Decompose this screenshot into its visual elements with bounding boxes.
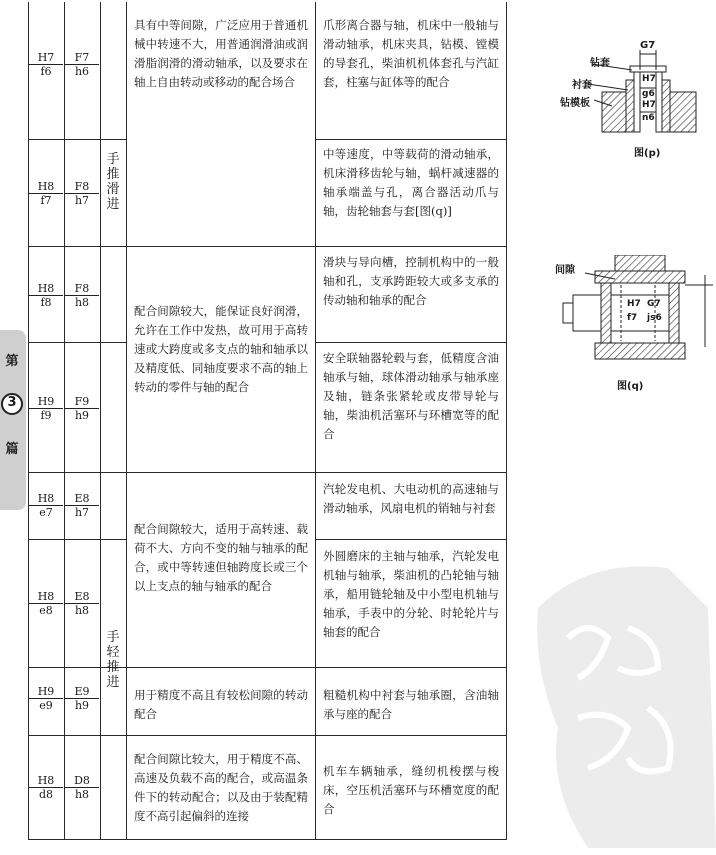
usage-1: 中等速度，中等载荷的滑动轴承，机床滑移齿轮与轴，蜗杆减速器的轴承端盖与孔，离合器活动爪与轴，齿轮轴套与套[图(q)] <box>323 147 499 218</box>
gear-sleeve-drawing <box>555 255 715 395</box>
chapter-tab-label-1: 第 <box>5 354 19 369</box>
hole-fit-2: $\frac{H8}{f8}$ <box>29 282 63 309</box>
shaft-fit-3: $\frac{F9}{h9}$ <box>65 395 99 422</box>
chapter-tab-label-3: 篇 <box>5 442 19 457</box>
assembly-mode-0: 手 推 滑 进 <box>106 152 120 212</box>
usage-3: 安全联轴器轮毂与套，低精度含油轴承与轴，球体滑动轴承与轴承座及轴，链条张紧轮或皮带导轮与轴，柴油机活塞环与环槽宽等的配合 <box>323 351 499 441</box>
characteristic-0: 具有中等间隙，广泛应用于普通机械中转速不大，用普通润滑油或润滑脂润滑的滑动轴承，以及要求在轴上自由转动或移动的配合场合 <box>134 18 308 89</box>
fit-q-den: f7 <box>627 313 638 323</box>
figure-p-drill-bushing <box>560 40 710 160</box>
label-drill-plate: 钻模板 <box>560 98 590 109</box>
usage-5: 外圆磨床的主轴与轴承，汽轮发电机轴与轴承，柴油机的凸轮轴与轴承，船用链轮轴及中小型电机轴与轴承，手表中的分轮、时轮轮片与轴套的配合 <box>323 549 499 639</box>
label-drill-sleeve: 钻套 <box>590 58 610 69</box>
usage-0: 爪形离合器与轴，机床中一般轴与滑动轴承，机床夹具，钻模、镗模的导套孔，柴油机机体套孔与汽缸套，柱塞与缸体等的配合 <box>323 18 499 89</box>
shaft-fit-0: $\frac{F7}{h6}$ <box>65 51 99 78</box>
hole-fit-7: $\frac{H8}{d8}$ <box>29 774 63 801</box>
characteristic-4: 配合间隙比较大，用于精度不高、高速及负载不高的配合，或高温条件下的转动配合；以及由于装配精度不高引起偏斜的连接 <box>134 752 308 823</box>
hole-fit-5: $\frac{H8}{e8}$ <box>29 590 63 617</box>
figure-q-caption: 图(q) <box>617 381 644 392</box>
fit-2-den: n6 <box>642 113 655 123</box>
shaft-fit-1: $\frac{F8}{h7}$ <box>65 180 99 207</box>
characteristic-2: 配合间隙较大，适用于高转速、载荷不大、方向不变的轴与轴承的配合，或中等转速但轴跨度长或三个以上支点的轴与轴承的配合 <box>134 522 308 593</box>
fit-1-den: g6 <box>642 89 655 99</box>
label-gap: 间隙 <box>555 265 575 276</box>
usage-4: 汽轮发电机、大电动机的高速轴与滑动轴承，风扇电机的销轴与衬套 <box>323 482 499 515</box>
label-liner: 衬套 <box>572 80 592 91</box>
characteristic-3: 用于精度不高且有较松间隙的转动配合 <box>134 688 308 721</box>
hole-fit-4: $\frac{H8}{e7}$ <box>29 492 63 519</box>
figure-q-gear-sleeve <box>555 255 715 395</box>
shaft-fit-5: $\frac{E8}{h8}$ <box>65 590 99 617</box>
figure-p-caption: 图(p) <box>634 148 661 159</box>
hole-fit-6: $\frac{H9}{e9}$ <box>29 685 63 712</box>
fit-2-num: H7 <box>642 100 656 110</box>
characteristic-1: 配合间隙较大，能保证良好润滑，允许在工作中发热，故可用于高转速或大跨度或多支点的轴和轴承以及精度低、同轴度要求不高的轴上转动的零件与轴的配合 <box>134 304 308 394</box>
fit-q-num: H7 <box>627 299 641 309</box>
fit-1-num: H7 <box>642 74 656 84</box>
shaft-fit-7: $\frac{D8}{h8}$ <box>65 774 99 801</box>
label-g-tol: G7 <box>647 299 661 309</box>
hole-fit-3: $\frac{H9}{f9}$ <box>29 395 63 422</box>
hole-fit-1: $\frac{H8}{f7}$ <box>29 180 63 207</box>
shaft-fit-6: $\frac{E9}{h9}$ <box>65 685 99 712</box>
label-top-dim: G7 <box>640 40 656 51</box>
usage-2: 滑块与导向槽，控制机构中的一般轴和孔，支承跨距较大或多支承的传动轴和轴承的配合 <box>323 255 499 307</box>
chapter-number: 3 <box>7 395 17 410</box>
label-s-tol: js6 <box>647 313 662 323</box>
usage-7: 机车车辆轴承，缝纫机梭摆与梭床，空压机活塞环与环槽宽度的配合 <box>323 764 499 816</box>
seal-watermark-graphic <box>528 548 716 848</box>
usage-6: 粗糙机构中衬套与轴承圈，含油轴承与座的配合 <box>323 688 499 721</box>
watermark-seal <box>528 548 716 848</box>
shaft-fit-2: $\frac{F8}{h8}$ <box>65 282 99 309</box>
shaft-fit-4: $\frac{E8}{h7}$ <box>65 492 99 519</box>
assembly-mode-1: 手 轻 推 进 <box>106 630 120 690</box>
hole-fit-0: $\frac{H7}{f6}$ <box>29 51 63 78</box>
